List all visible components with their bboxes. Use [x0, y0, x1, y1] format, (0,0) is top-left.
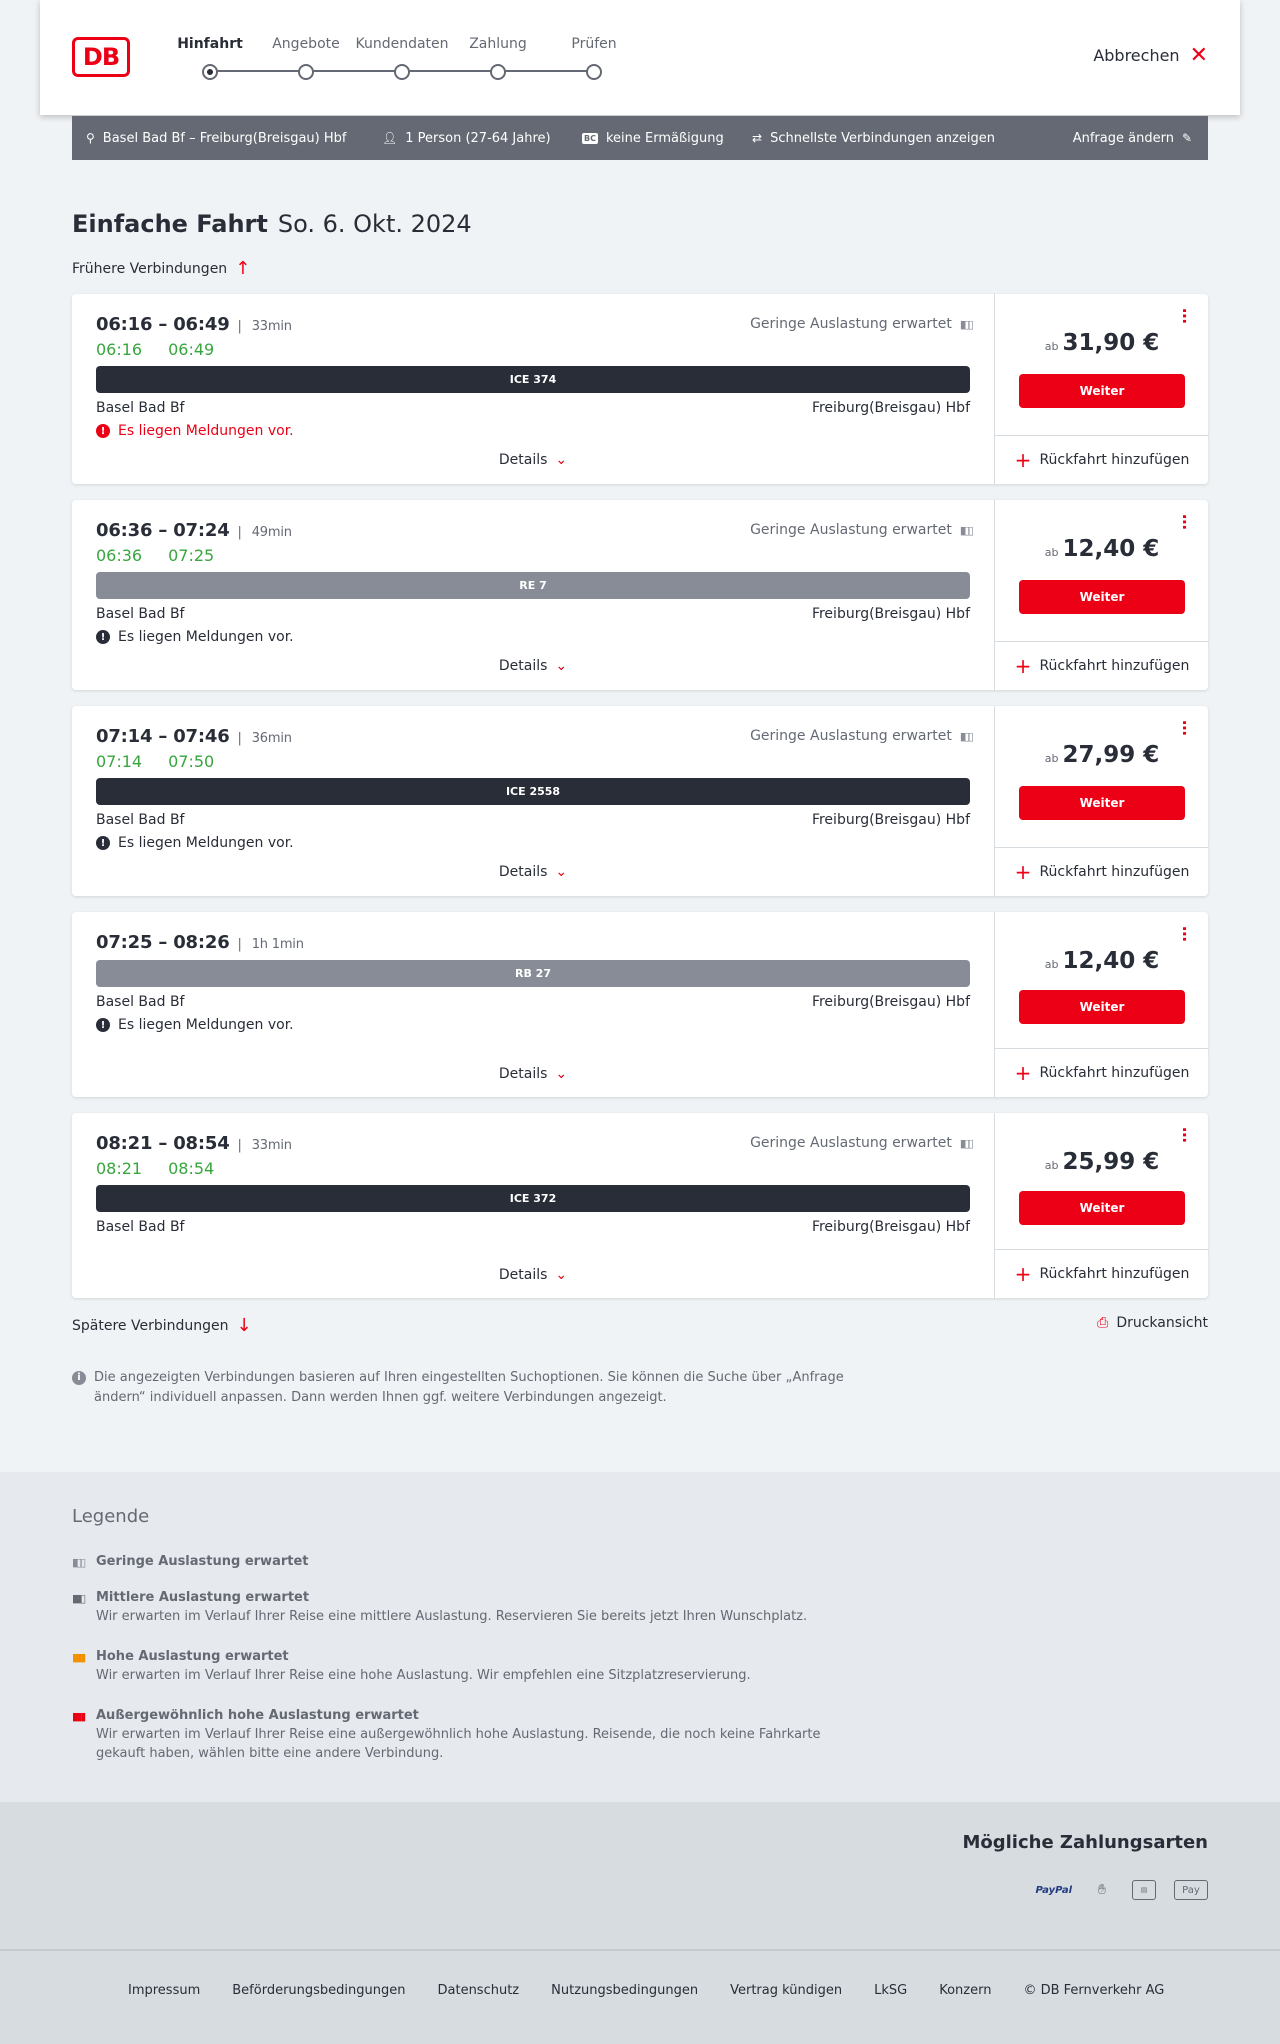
- footer-link-datenschutz[interactable]: Datenschutz: [437, 1983, 520, 1998]
- person-icon: 👤︎: [382, 131, 398, 145]
- footer-link-lksg[interactable]: LkSG: [874, 1983, 908, 1998]
- trip-date: So. 6. Okt. 2024: [277, 210, 472, 238]
- connection-details-area[interactable]: [72, 294, 994, 484]
- footer-link-nutzungsbedingungen[interactable]: Nutzungsbedingungen: [551, 1983, 699, 1998]
- disruption-message: ! Es liegen Meldungen vor.: [96, 835, 294, 851]
- realtime-times: 08:21 08:54: [96, 1159, 215, 1178]
- plus-icon: +: [1014, 654, 1032, 678]
- add-return-button[interactable]: + Rückfahrt hinzufügen: [995, 847, 1209, 896]
- more-options-icon[interactable]: ⋯: [1175, 1127, 1194, 1143]
- arrival-station: Freiburg(Breisgau) Hbf: [811, 812, 970, 828]
- connection-times: 07:14 – 07:46| 36min: [96, 726, 292, 747]
- legend-item: ▮▮▮ Außergewöhnlich hohe Auslastung erwartet Wir erwarten im Verlauf Ihrer Reise eine außergewöhnlich hohe Auslastung. Reisende, die noch keine Fahrkarte gekauft haben, wählen bitte eine andere Verbindung.: [72, 1708, 821, 1761]
- offer-area: [994, 1113, 1208, 1298]
- more-options-icon[interactable]: ⋯: [1175, 926, 1194, 942]
- bahncard-icon: BC: [584, 133, 596, 143]
- payment-icons: [1035, 1880, 1208, 1900]
- price: ab 12,40 €: [1044, 948, 1160, 974]
- connection-details-area[interactable]: [72, 706, 994, 896]
- price: ab 25,99 €: [1044, 1149, 1160, 1175]
- details-toggle[interactable]: Details ⌄: [498, 1066, 568, 1082]
- continue-button[interactable]: Weiter: [1019, 990, 1185, 1024]
- printer-icon: ⎙: [1097, 1315, 1109, 1331]
- arrival-station: Freiburg(Breisgau) Hbf: [811, 994, 970, 1010]
- plus-icon: +: [1014, 860, 1032, 884]
- train-bar[interactable]: RB 27: [96, 960, 970, 987]
- header: [40, 0, 1240, 115]
- step-dot: [202, 64, 218, 80]
- duration: | 33min: [238, 1138, 292, 1153]
- later-connections-link[interactable]: Spätere Verbindungen ↓: [72, 1315, 252, 1336]
- offer-area: [994, 500, 1208, 690]
- booking-progress: [172, 36, 652, 86]
- pencil-icon: ✎: [1181, 131, 1192, 145]
- more-options-icon[interactable]: ⋯: [1175, 308, 1194, 324]
- connection-times: 06:16 – 06:49| 33min: [96, 314, 292, 335]
- step-angebote: Angebote: [243, 36, 369, 58]
- train-bar[interactable]: ICE 372: [96, 1185, 970, 1212]
- search-mode-info: ⇄ Schnellste Verbindungen anzeigen: [752, 130, 995, 146]
- continue-button[interactable]: Weiter: [1019, 1191, 1185, 1225]
- connection-details-area[interactable]: [72, 912, 994, 1097]
- step-dot: [298, 64, 314, 80]
- add-return-button[interactable]: + Rückfahrt hinzufügen: [995, 1249, 1209, 1298]
- departure-station: Basel Bad Bf: [96, 812, 185, 828]
- connection-card: [72, 912, 1208, 1097]
- step-dot: [490, 64, 506, 80]
- change-search-button[interactable]: Anfrage ändern ✎: [1072, 130, 1192, 146]
- chevron-down-icon: ⌄: [555, 864, 568, 880]
- search-summary-bar: [72, 116, 1208, 160]
- connection-times: 06:36 – 07:24| 49min: [96, 520, 292, 541]
- details-toggle[interactable]: Details ⌄: [498, 452, 568, 468]
- chevron-down-icon: ⌄: [555, 658, 568, 674]
- legend-item: ▮▮▮ Hohe Auslastung erwartet Wir erwarten im Verlauf Ihrer Reise eine hohe Auslastung. Wir empfehlen eine Sitzplatzreservierung.: [72, 1649, 751, 1683]
- alert-icon: !: [96, 630, 110, 644]
- swap-icon: ⇄: [752, 131, 763, 145]
- close-icon: ✕: [1189, 42, 1208, 68]
- step-dot: [586, 64, 602, 80]
- db-logo[interactable]: DB: [72, 37, 130, 77]
- offer-area: [994, 912, 1208, 1097]
- route-info: ⚲ Basel Bad Bf – Freiburg(Breisgau) Hbf: [86, 130, 347, 146]
- connection-details-area[interactable]: [72, 1113, 994, 1298]
- disruption-message: ! Es liegen Meldungen vor.: [96, 423, 294, 439]
- footer-copyright: © DB Fernverkehr AG: [1023, 1983, 1165, 1998]
- arrival-station: Freiburg(Breisgau) Hbf: [811, 1219, 970, 1235]
- details-toggle[interactable]: Details ⌄: [498, 658, 568, 674]
- realtime-times: 06:36 07:25: [96, 546, 215, 565]
- step-dot: [394, 64, 410, 80]
- departure-station: Basel Bad Bf: [96, 606, 185, 622]
- credit-card-icon: ✋︎: [1098, 1882, 1106, 1898]
- results-heading: [72, 208, 1208, 240]
- more-options-icon[interactable]: ⋯: [1175, 720, 1194, 736]
- realtime-times: 06:16 06:49: [96, 340, 215, 359]
- footer: [0, 1949, 1280, 2044]
- legend-title: Legende: [72, 1506, 150, 1527]
- trip-type: Einfache Fahrt: [72, 210, 268, 238]
- add-return-button[interactable]: + Rückfahrt hinzufügen: [995, 1048, 1209, 1097]
- earlier-connections-link[interactable]: Frühere Verbindungen ↑: [72, 258, 251, 279]
- connection-times: 07:25 – 08:26| 1h 1min: [96, 932, 304, 953]
- occupancy-low-icon: ▮▯▯: [959, 523, 972, 537]
- duration: | 49min: [238, 525, 292, 540]
- apple-pay-icon: Pay: [1174, 1880, 1208, 1900]
- duration: | 36min: [238, 731, 292, 746]
- continue-button[interactable]: Weiter: [1019, 580, 1185, 614]
- connection-card: [72, 500, 1208, 690]
- occupancy-high-icon: ▮▮▮: [72, 1651, 85, 1664]
- duration: | 1h 1min: [238, 937, 304, 952]
- offer-area: [994, 294, 1208, 484]
- train-bar[interactable]: ICE 2558: [96, 778, 970, 805]
- train-bar[interactable]: RE 7: [96, 572, 970, 599]
- add-return-button[interactable]: + Rückfahrt hinzufügen: [995, 641, 1209, 690]
- chevron-down-icon: ⌄: [555, 452, 568, 468]
- search-info-note: i Die angezeigten Verbindungen basieren auf Ihren eingestellten Suchoptionen. Sie können die Suche über „Anfrage ändern“ individuell anpassen. Dann werden Ihnen ggf. weitere Verbindungen angezeigt.: [72, 1368, 852, 1408]
- continue-button[interactable]: Weiter: [1019, 786, 1185, 820]
- connection-card: [72, 1113, 1208, 1298]
- plus-icon: +: [1014, 1061, 1032, 1085]
- paypal-icon: PayPal: [1035, 1884, 1072, 1896]
- duration: | 33min: [238, 319, 292, 334]
- chevron-down-icon: ⌄: [555, 1066, 568, 1082]
- step-hinfahrt: Hinfahrt: [147, 36, 273, 58]
- connection-card: [72, 294, 1208, 484]
- realtime-times: 07:14 07:50: [96, 752, 215, 771]
- footer-links: [128, 1983, 1164, 1998]
- location-pin-icon: ⚲: [86, 131, 95, 145]
- step-zahlung: Zahlung: [435, 36, 561, 58]
- add-return-button[interactable]: + Rückfahrt hinzufügen: [995, 435, 1209, 484]
- arrival-station: Freiburg(Breisgau) Hbf: [811, 606, 970, 622]
- details-toggle[interactable]: Details ⌄: [498, 864, 568, 880]
- arrow-up-icon: ↑: [235, 258, 251, 279]
- legend-item: ▮▯▯ Geringe Auslastung erwartet: [72, 1552, 852, 1571]
- cancel-button[interactable]: Abbrechen ✕: [1093, 42, 1208, 68]
- occupancy-low-icon: ▮▯▯: [959, 317, 972, 331]
- plus-icon: +: [1014, 1262, 1032, 1286]
- footer-link-impressum[interactable]: Impressum: [128, 1983, 201, 1998]
- info-icon: i: [72, 1371, 86, 1385]
- legend-item: ▮▮▯ Mittlere Auslastung erwartet Wir erwarten im Verlauf Ihrer Reise eine mittlere Auslastung. Reservieren Sie bereits jetzt Ihren Wunschplatz.: [72, 1590, 808, 1624]
- alert-icon: !: [96, 836, 110, 850]
- discount-info: BC keine Ermäßigung: [584, 130, 724, 146]
- offer-area: [994, 706, 1208, 896]
- step-kundendaten: Kundendaten: [339, 36, 465, 58]
- occupancy-info: Geringe Auslastung erwartet ▮▯▯: [750, 728, 972, 744]
- occupancy-low-icon: ▮▯▯: [959, 729, 972, 743]
- disruption-message: ! Es liegen Meldungen vor.: [96, 629, 294, 645]
- occupancy-low-icon: ▮▯▯: [959, 1136, 972, 1150]
- price: ab 27,99 €: [1044, 742, 1160, 768]
- price: ab 31,90 €: [1044, 330, 1160, 356]
- legend-section: [0, 1472, 1280, 1802]
- occupancy-info: Geringe Auslastung erwartet ▮▯▯: [750, 522, 972, 538]
- occupancy-info: Geringe Auslastung erwartet ▮▯▯: [750, 316, 972, 332]
- connection-card: [72, 706, 1208, 896]
- payment-methods-section: [0, 1802, 1280, 1949]
- occupancy-very-high-icon: ▮▮▮: [72, 1710, 85, 1723]
- chevron-down-icon: ⌄: [555, 1267, 568, 1283]
- disruption-message: ! Es liegen Meldungen vor.: [96, 1017, 294, 1033]
- arrow-down-icon: ↓: [236, 1315, 252, 1336]
- alert-icon: !: [96, 424, 110, 438]
- continue-button[interactable]: Weiter: [1019, 374, 1185, 408]
- details-toggle[interactable]: Details ⌄: [498, 1267, 568, 1283]
- train-bar[interactable]: ICE 374: [96, 366, 970, 393]
- footer-link-befoerderungsbedingungen[interactable]: Beförderungsbedingungen: [232, 1983, 406, 1998]
- plus-icon: +: [1014, 448, 1032, 472]
- print-view-link[interactable]: ⎙ Druckansicht: [1097, 1315, 1208, 1331]
- price: ab 12,40 €: [1044, 536, 1160, 562]
- occupancy-info: Geringe Auslastung erwartet ▮▯▯: [750, 1135, 972, 1151]
- connection-times: 08:21 – 08:54| 33min: [96, 1133, 292, 1154]
- payment-title: Mögliche Zahlungsarten: [962, 1832, 1208, 1853]
- arrival-station: Freiburg(Breisgau) Hbf: [811, 400, 970, 416]
- alert-icon: !: [96, 1018, 110, 1032]
- occupancy-low-icon: ▮▯▯: [72, 1556, 85, 1569]
- departure-station: Basel Bad Bf: [96, 1219, 185, 1235]
- travellers-info: 👤︎ 1 Person (27-64 Jahre): [382, 130, 551, 146]
- departure-station: Basel Bad Bf: [96, 994, 185, 1010]
- departure-station: Basel Bad Bf: [96, 400, 185, 416]
- connection-details-area[interactable]: [72, 500, 994, 690]
- footer-link-vertrag-kuendigen[interactable]: Vertrag kündigen: [730, 1983, 843, 1998]
- sepa-icon: ▤: [1132, 1880, 1156, 1900]
- occupancy-medium-icon: ▮▮▯: [72, 1592, 85, 1605]
- more-options-icon[interactable]: ⋯: [1175, 514, 1194, 530]
- footer-link-konzern[interactable]: Konzern: [939, 1983, 992, 1998]
- step-pruefen: Prüfen: [531, 36, 657, 58]
